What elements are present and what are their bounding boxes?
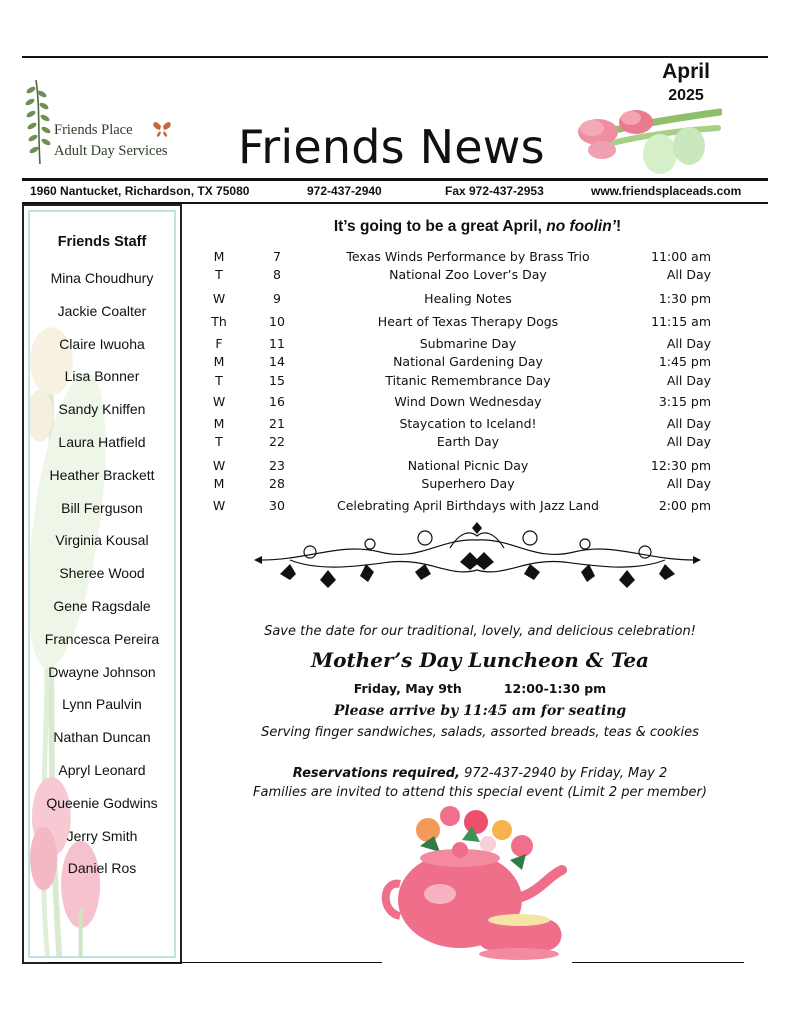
menu-note: Serving finger sandwiches, salads, assorted breads, teas & cookies: [261, 725, 699, 740]
event-day: W: [212, 458, 226, 473]
reservations-note: [200, 766, 760, 781]
event-date: 7: [273, 249, 281, 264]
event-date: 14: [269, 354, 285, 369]
event-date: 10: [269, 314, 285, 329]
event-date: 30: [269, 498, 285, 513]
luncheon-title: Mother’s Day Luncheon & Tea: [310, 648, 650, 672]
event-name: Texas Winds Performance by Brass Trio: [346, 249, 590, 264]
headline-suffix: !: [615, 218, 622, 235]
luncheon-date: Friday, May 9th: [353, 681, 462, 696]
event-time: All Day: [666, 267, 711, 282]
event-name: Wind Down Wednesday: [394, 394, 542, 409]
reservations-label: Reservations required,: [292, 766, 460, 781]
event-day: M: [213, 416, 225, 431]
event-day: T: [215, 267, 223, 282]
event-time: All Day: [666, 476, 711, 491]
event-day: F: [215, 336, 223, 351]
teapot-flowers-image: [380, 800, 572, 962]
reservations-detail: 972-437-2940 by Friday, May 2: [459, 766, 668, 781]
event-name: Heart of Texas Therapy Dogs: [377, 314, 559, 329]
staff-name: Heather Brackett: [49, 466, 155, 483]
arrival-note: Please arrive by 11:45 am for seating: [333, 703, 627, 719]
staff-title: Friends Staff: [57, 234, 147, 250]
staff-name: Nathan Duncan: [53, 729, 151, 746]
event-name: Celebrating April Birthdays with Jazz Land: [337, 498, 599, 513]
event-day: T: [215, 373, 223, 388]
top-rule: [22, 56, 768, 58]
staff-name: Apryl Leonard: [58, 762, 146, 778]
event-day: M: [213, 249, 225, 264]
phone-number: 972-437-2940: [307, 184, 382, 198]
staff-name: Sandy Kniffen: [58, 401, 146, 418]
headline-emphasis: no foolin’: [546, 218, 616, 235]
staff-name: Mina Choudhury: [50, 270, 154, 286]
event-date: 22: [269, 434, 285, 449]
staff-name: Lynn Paulvin: [62, 696, 142, 713]
logo-line1: Friends Place: [54, 122, 133, 138]
event-time: 12:30 pm: [650, 458, 711, 473]
event-name: National Gardening Day: [393, 354, 543, 369]
event-day: W: [212, 394, 226, 409]
event-name: Healing Notes: [424, 291, 512, 306]
headline-prefix: It’s going to be a great April,: [333, 218, 547, 235]
event-time: 3:15 pm: [658, 394, 711, 409]
event-name: Superhero Day: [421, 476, 515, 491]
event-name: National Picnic Day: [407, 458, 529, 473]
bottom-rule-right: [572, 962, 744, 963]
luncheon-when: [200, 681, 760, 696]
save-the-date: Save the date for our traditional, lovely, and delicious celebration!: [264, 624, 696, 639]
website-link[interactable]: www.friendsplaceads.com: [591, 184, 742, 198]
event-date: 16: [269, 394, 285, 409]
staff-name: Lisa Bonner: [64, 368, 140, 385]
event-date: 15: [269, 373, 285, 388]
newsletter-title: Friends News: [238, 120, 545, 174]
events-headline: [200, 218, 755, 236]
staff-name: Queenie Godwins: [46, 794, 158, 811]
event-name: Submarine Day: [419, 336, 517, 351]
staff-sidebar: [22, 204, 182, 964]
event-day: Th: [211, 314, 227, 329]
event-name: Staycation to Iceland!: [399, 416, 537, 431]
staff-name: Francesca Pereira: [44, 630, 160, 647]
event-day: M: [213, 354, 225, 369]
event-time: 1:30 pm: [658, 291, 711, 306]
event-date: 8: [273, 267, 281, 282]
event-day: W: [212, 291, 226, 306]
tulips-eggs-image: [578, 104, 722, 176]
staff-name: Jerry Smith: [66, 827, 138, 844]
bottom-rule-left: [46, 962, 382, 963]
fax-number: Fax 972-437-2953: [445, 184, 544, 198]
staff-name: Dwayne Johnson: [48, 663, 156, 680]
staff-name: Daniel Ros: [67, 860, 137, 877]
issue-year: 2025: [668, 87, 704, 104]
luncheon-time: 12:00-1:30 pm: [503, 681, 607, 696]
families-note: Families are invited to attend this special event (Limit 2 per member): [253, 785, 707, 800]
event-date: 23: [269, 458, 285, 473]
event-time: All Day: [666, 373, 711, 388]
staff-name: Gene Ragsdale: [53, 598, 151, 614]
logo-line2: Adult Day Services: [54, 143, 168, 159]
event-time: All Day: [666, 434, 711, 449]
butterfly-icon: [153, 122, 170, 137]
company-logo: [22, 76, 192, 168]
event-date: 11: [269, 336, 285, 351]
event-name: National Zoo Lover’s Day: [389, 267, 547, 282]
event-day: M: [213, 476, 225, 491]
event-time: All Day: [666, 336, 711, 351]
event-time: 1:45 pm: [658, 354, 711, 369]
header-rule-thick: [22, 178, 768, 181]
staff-name: Bill Ferguson: [61, 499, 143, 516]
event-date: 9: [273, 291, 281, 306]
event-date: 28: [269, 476, 285, 491]
event-time: 11:15 am: [651, 314, 711, 329]
staff-sidebar-inner: [28, 210, 176, 958]
event-name: Titanic Remembrance Day: [385, 373, 551, 388]
address: 1960 Nantucket, Richardson, TX 75080: [30, 184, 250, 198]
staff-name: Virginia Kousal: [55, 532, 149, 549]
event-time: All Day: [666, 416, 711, 431]
event-name: Earth Day: [436, 434, 500, 449]
event-day: T: [215, 434, 223, 449]
event-time: 11:00 am: [651, 249, 711, 264]
flourish-divider: [250, 522, 705, 594]
staff-name: Jackie Coalter: [57, 302, 147, 319]
event-time: 2:00 pm: [658, 498, 711, 513]
tulip-background-image: [30, 212, 174, 956]
issue-month: April: [662, 60, 710, 83]
event-day: W: [212, 498, 226, 513]
staff-name: Claire Iwuoha: [59, 335, 145, 352]
staff-name: Sheree Wood: [59, 565, 145, 582]
event-date: 21: [269, 416, 285, 431]
staff-name: Laura Hatfield: [58, 434, 146, 450]
